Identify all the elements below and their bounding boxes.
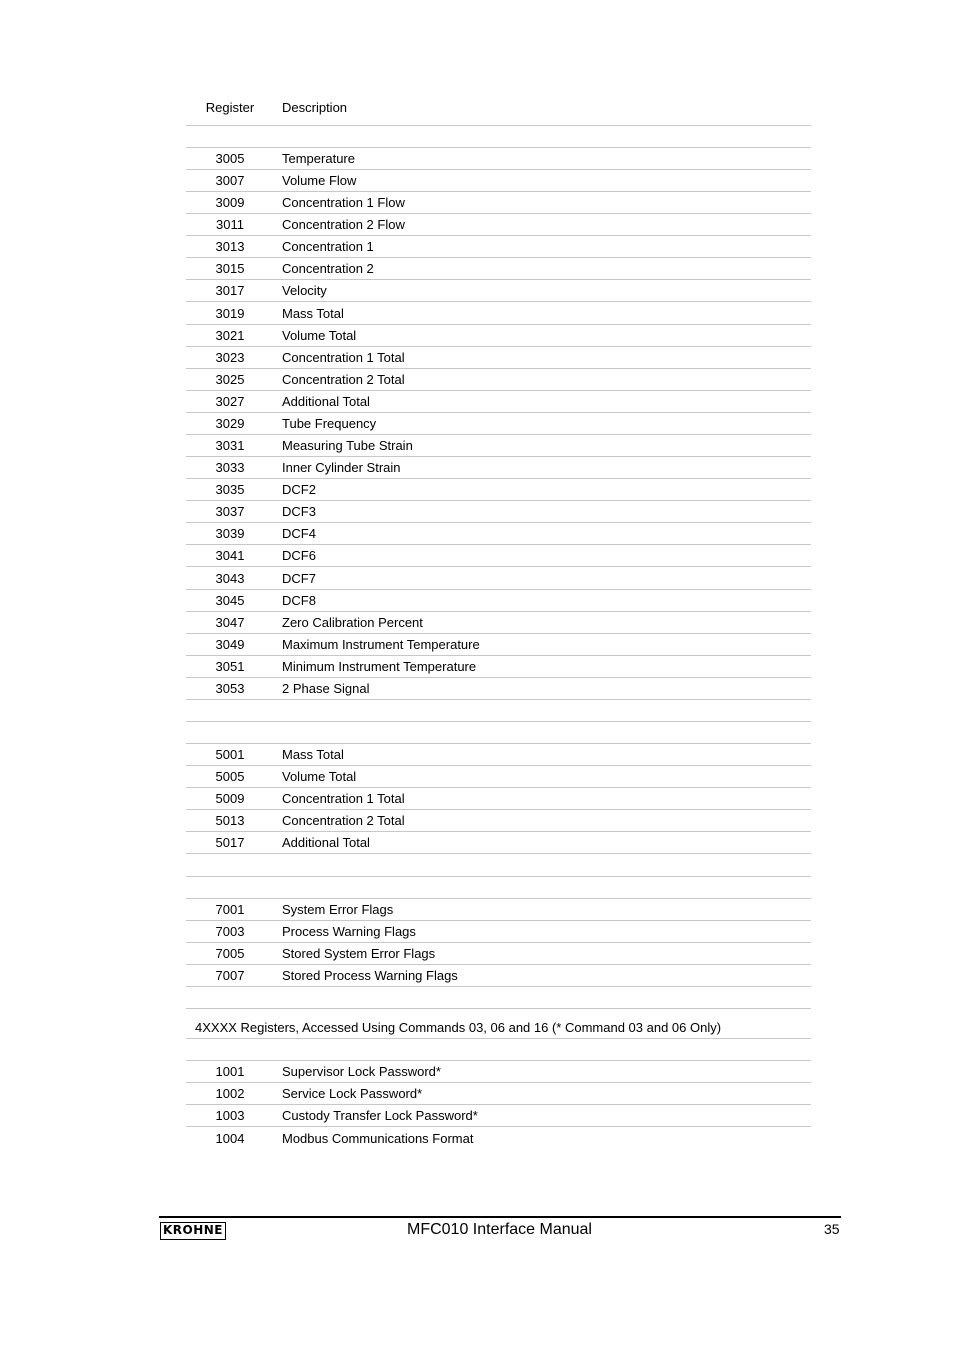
register-description: Volume Total — [282, 769, 357, 784]
table-row — [186, 1083, 811, 1105]
table-row — [186, 170, 811, 192]
register-description: DCF6 — [282, 548, 316, 563]
table-row — [186, 590, 811, 612]
table-row — [186, 1105, 811, 1127]
table-row — [186, 899, 811, 921]
section-caption — [186, 1017, 811, 1039]
register-number: 3053 — [215, 681, 245, 696]
register-description: Temperature — [282, 151, 355, 166]
table-row — [186, 413, 811, 435]
register-description: Volume Flow — [282, 173, 357, 188]
register-number: 3021 — [215, 328, 245, 343]
register-description: Modbus Communications Format — [282, 1131, 474, 1146]
register-number: 3023 — [215, 350, 245, 365]
register-number: 5009 — [215, 791, 245, 806]
register-description: DCF4 — [282, 526, 316, 541]
table-row — [186, 810, 811, 832]
register-description: Concentration 2 Total — [282, 372, 405, 387]
register-number: 3039 — [215, 526, 245, 541]
register-description: Concentration 1 — [282, 239, 374, 254]
table-row — [186, 744, 811, 766]
register-number: 5001 — [215, 747, 245, 762]
table-row — [186, 501, 811, 523]
page-number: 35 — [824, 1221, 840, 1237]
register-description: Tube Frequency — [282, 416, 377, 431]
table-row — [186, 236, 811, 258]
table-row — [186, 280, 811, 302]
header-rule — [186, 104, 811, 126]
description-column-header: Description — [282, 100, 348, 115]
table-row — [186, 766, 811, 788]
register-description: Concentration 2 Total — [282, 813, 405, 828]
register-number: 1002 — [215, 1086, 245, 1101]
register-description: Concentration 1 Total — [282, 350, 405, 365]
register-description: Additional Total — [282, 394, 370, 409]
register-number: 3017 — [215, 283, 245, 298]
table-row — [186, 832, 811, 854]
table-row — [186, 656, 811, 678]
table-row — [186, 634, 811, 656]
register-description: Zero Calibration Percent — [282, 615, 423, 630]
table-row — [186, 921, 811, 943]
register-description: DCF7 — [282, 571, 316, 586]
register-description: Minimum Instrument Temperature — [282, 659, 477, 674]
register-number: 7001 — [215, 902, 245, 917]
register-description: Velocity — [282, 283, 327, 298]
register-number: 3009 — [215, 195, 245, 210]
register-number: 5013 — [215, 813, 245, 828]
register-description: Volume Total — [282, 328, 357, 343]
table-row — [186, 258, 811, 280]
table-row — [186, 788, 811, 810]
register-description: Inner Cylinder Strain — [282, 460, 401, 475]
register-number: 3015 — [215, 261, 245, 276]
register-description: 2 Phase Signal — [282, 681, 370, 696]
register-description: DCF3 — [282, 504, 316, 519]
register-number: 7003 — [215, 924, 245, 939]
blank-row — [186, 700, 811, 722]
register-number: 3011 — [216, 217, 244, 232]
register-number: 3043 — [215, 571, 245, 586]
section-caption-text: 4XXXX Registers, Accessed Using Commands 03, 06 and 16 (* Command 03 and 06 Only) — [195, 1020, 722, 1035]
table-row — [186, 612, 811, 634]
register-number: 1001 — [215, 1064, 245, 1079]
table-row — [186, 965, 811, 987]
footer-rule — [159, 1216, 841, 1218]
register-number: 1003 — [215, 1108, 245, 1123]
table-row — [186, 457, 811, 479]
register-number: 3005 — [215, 151, 245, 166]
register-description: Stored System Error Flags — [282, 946, 436, 961]
blank-row — [186, 1039, 811, 1061]
register-number: 3027 — [215, 394, 245, 409]
register-number: 3033 — [215, 460, 245, 475]
register-description: DCF2 — [282, 482, 316, 497]
register-description: Supervisor Lock Password* — [282, 1064, 441, 1079]
register-number: 7005 — [215, 946, 245, 961]
register-description: Additional Total — [282, 835, 370, 850]
register-number: 5017 — [215, 835, 245, 850]
register-number: 3037 — [215, 504, 245, 519]
table-row — [186, 369, 811, 391]
register-description: Maximum Instrument Temperature — [282, 637, 480, 652]
table-row — [186, 943, 811, 965]
blank-row — [186, 126, 811, 148]
register-description: Process Warning Flags — [282, 924, 416, 939]
register-number: 5005 — [215, 769, 245, 784]
krohne-logo: KROHNE — [160, 1222, 226, 1240]
register-description: Concentration 1 Flow — [282, 195, 405, 210]
table-row — [186, 303, 811, 325]
table-row — [186, 192, 811, 214]
register-number: 3041 — [215, 548, 245, 563]
register-column-header: Register — [205, 100, 255, 115]
register-description: Concentration 2 — [282, 261, 374, 276]
table-row — [186, 325, 811, 347]
register-number: 3029 — [215, 416, 245, 431]
register-number: 3019 — [215, 306, 245, 321]
table-row — [186, 479, 811, 501]
table-row — [186, 523, 811, 545]
register-number: 1004 — [215, 1131, 245, 1146]
register-description: Service Lock Password* — [282, 1086, 423, 1101]
table-row — [186, 391, 811, 413]
table-row — [186, 678, 811, 700]
register-description: Stored Process Warning Flags — [282, 968, 458, 983]
register-description: Custody Transfer Lock Password* — [282, 1108, 478, 1123]
table-row — [186, 347, 811, 369]
table-row — [186, 435, 811, 457]
table-row — [186, 545, 811, 567]
register-number: 3049 — [215, 637, 245, 652]
register-description: System Error Flags — [282, 902, 394, 917]
table-row — [186, 1061, 811, 1083]
register-number: 3051 — [215, 659, 245, 674]
table-row — [186, 1128, 811, 1150]
manual-title: MFC010 Interface Manual — [407, 1221, 592, 1238]
blank-row — [186, 987, 811, 1009]
register-description: Concentration 2 Flow — [282, 217, 405, 232]
blank-row — [186, 855, 811, 877]
table-row — [186, 568, 811, 590]
register-number: 3013 — [215, 239, 245, 254]
blank-row — [186, 877, 811, 899]
register-description: Mass Total — [282, 306, 344, 321]
register-number: 3035 — [215, 482, 245, 497]
table-row — [186, 148, 811, 170]
register-number: 3045 — [215, 593, 245, 608]
register-description: Concentration 1 Total — [282, 791, 405, 806]
register-number: 7007 — [215, 968, 245, 983]
blank-row — [186, 722, 811, 744]
register-description: Measuring Tube Strain — [282, 438, 413, 453]
register-number: 3025 — [215, 372, 245, 387]
table-row — [186, 214, 811, 236]
register-number: 3047 — [215, 615, 245, 630]
register-number: 3007 — [215, 173, 245, 188]
register-description: Mass Total — [282, 747, 344, 762]
register-description: DCF8 — [282, 593, 316, 608]
register-number: 3031 — [215, 438, 245, 453]
